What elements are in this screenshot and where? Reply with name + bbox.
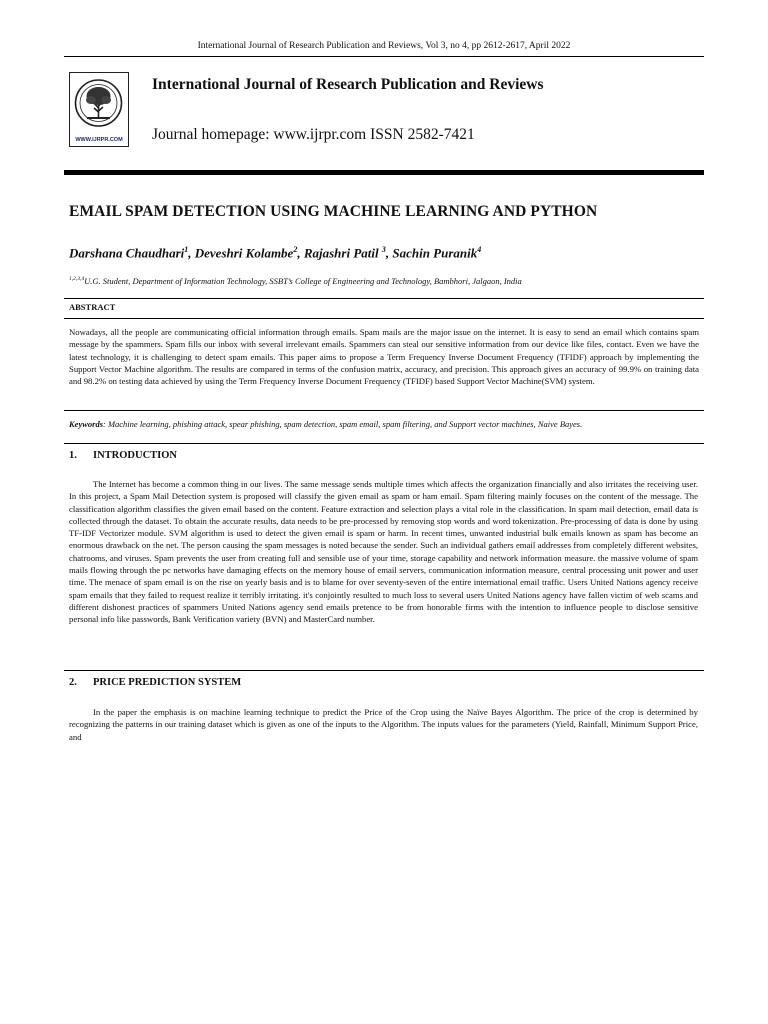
section-body: In the paper the emphasis is on machine learning technique to predict the Price of the Crop using the Naïve Bayes Algorithm. The price of the crop is determined by recognizing the patterns in our training dataset which is given as one of the inputs to the Algorithm. The inputs values for the parameters (Yield, Rainfall, Minimum Support Price, and	[69, 707, 698, 742]
header-thick-rule	[64, 170, 704, 175]
affiliation-text: U.G. Student, Department of Information Technology, SSBT’s College of Engineering and Technology, Bambhori, Jalgaon, India	[84, 276, 522, 286]
section-heading	[69, 677, 241, 688]
abstract-text: Nowadays, all the people are communicating official information through emails. Spam mails are the major issue on the internet. It is easy to send an email which contains spam message by the spammers. Spam fills our inbox with several irrelevant emails. Spammers can steal our sensitive information from our device like files, contact. Even we have the latest technology, it is challenging to detect spam emails. This paper aims to propose a Term Frequency Inverse Document Frequency (TFIDF) approach by implementing the Support Vector Machine algorithm. The results are compared in terms of the confusion matrix, accuracy, and precision. This approach gives an accuracy of 99.9% on training data and 98.2% on testing data achieved by using the Term Frequency Inverse Document Frequency (TFIDF) based Support Vector Machine(SVM) system.	[69, 327, 699, 387]
author-sup: 3	[381, 245, 386, 254]
journal-homepage: Journal homepage: www.ijrpr.com ISSN 2582-7421	[152, 126, 475, 143]
author-sup: 1	[184, 245, 189, 254]
running-head: International Journal of Research Publication and Reviews, Vol 3, no 4, pp 2612-2617, April 2022	[197, 41, 571, 51]
section-number: 2.	[69, 677, 77, 688]
abstract-bottom-rule	[64, 410, 704, 411]
keywords-text: : Machine learning, phishing attack, spear phishing, spam detection, spam email, spam filtering, and Support vector machines, Naive Bayes.	[103, 419, 583, 429]
tree-seal-icon	[70, 74, 127, 134]
section-number: 1.	[69, 450, 77, 461]
affiliation	[69, 276, 522, 286]
keywords	[69, 419, 699, 429]
section-heading	[69, 450, 177, 461]
author-list: Darshana Chaudhari$^1$, Deveshri Kolambe$^2$, Rajashri Patil $^3$, Sachin Puranik$^4$	[69, 245, 482, 261]
paper-title: EMAIL SPAM DETECTION USING MACHINE LEARNING AND PYTHON	[69, 203, 598, 220]
logo-text: WWW.IJRPR.COM	[75, 137, 123, 143]
author-sup: 2	[293, 245, 298, 254]
section-body: The Internet has become a common thing in our lives. The same message sends multiple times which affects the organization financially and also irritates the receiving user. In this project, a Spam Mail Detection system is proposed will classify the given email as spam or ham email. Spam filtering mainly focuses on the content of the message. The classification algorithm classifies the given email based on the content. Feature extraction and selection plays a vital role in the classification. In spam mail detection, email data is collected through the dataset. To obtain the accurate results, data needs to be pre-processed by removing stop words and word tokenization. Pre-processing of data is done by using TF-IDF Vectorizer module. SVM algorithm is used to detect the given email is spam or harm. In recent times, unwanted industrial bulk emails known as spam has become an enormous drawback on the net. The person causing the spam messages is noted because the sender. Such an individual gathers email addresses from completely different websites, chatrooms, and viruses. Spam prevents the user from creating full and sensible use of your time, storage capability and network information measure. the massive volume of spam mails flowing through the pc networks have damaging effects on the memory house of email servers, communication information measure, central processing unit power and user time. The menace of spam email is on the rise on yearly basis and is to blame for over seventy-seven of the entire international email traffic. Users United Nations agency receive spam emails that they failed to request realize it terribly irritating. it's conjointly resulted to much loss to several users United Nations agency have fallen victim of web scams and different dishonest practices of spammers United Nations agency send emails pretence to be from honorable firms with the intention to influence people to disclose sensitive personal info like passwords, Bank Verification variety (BVN) and MasterCard number.	[69, 479, 698, 625]
author-name: Sachin Puranik	[392, 245, 478, 261]
abstract-top-rule	[64, 298, 704, 299]
section-title: PRICE PREDICTION SYSTEM	[93, 677, 242, 688]
keywords-rule	[64, 443, 704, 444]
journal-logo	[69, 72, 129, 147]
affiliation-sup: 1,2,3,4	[69, 276, 85, 283]
author-name: Deveshri Kolambe	[194, 245, 294, 261]
keywords-label: Keywords	[69, 419, 103, 429]
journal-title: International Journal of Research Publication and Reviews	[152, 76, 544, 93]
author-name: Darshana Chaudhari	[69, 245, 185, 261]
section-title: INTRODUCTION	[93, 450, 178, 461]
abstract-label: ABSTRACT	[69, 302, 116, 312]
section-rule	[64, 670, 704, 671]
author-sup: 4	[477, 245, 482, 254]
abstract-label-rule	[64, 318, 704, 319]
header-rule	[64, 56, 704, 57]
author-name: Rajashri Patil	[303, 245, 382, 261]
